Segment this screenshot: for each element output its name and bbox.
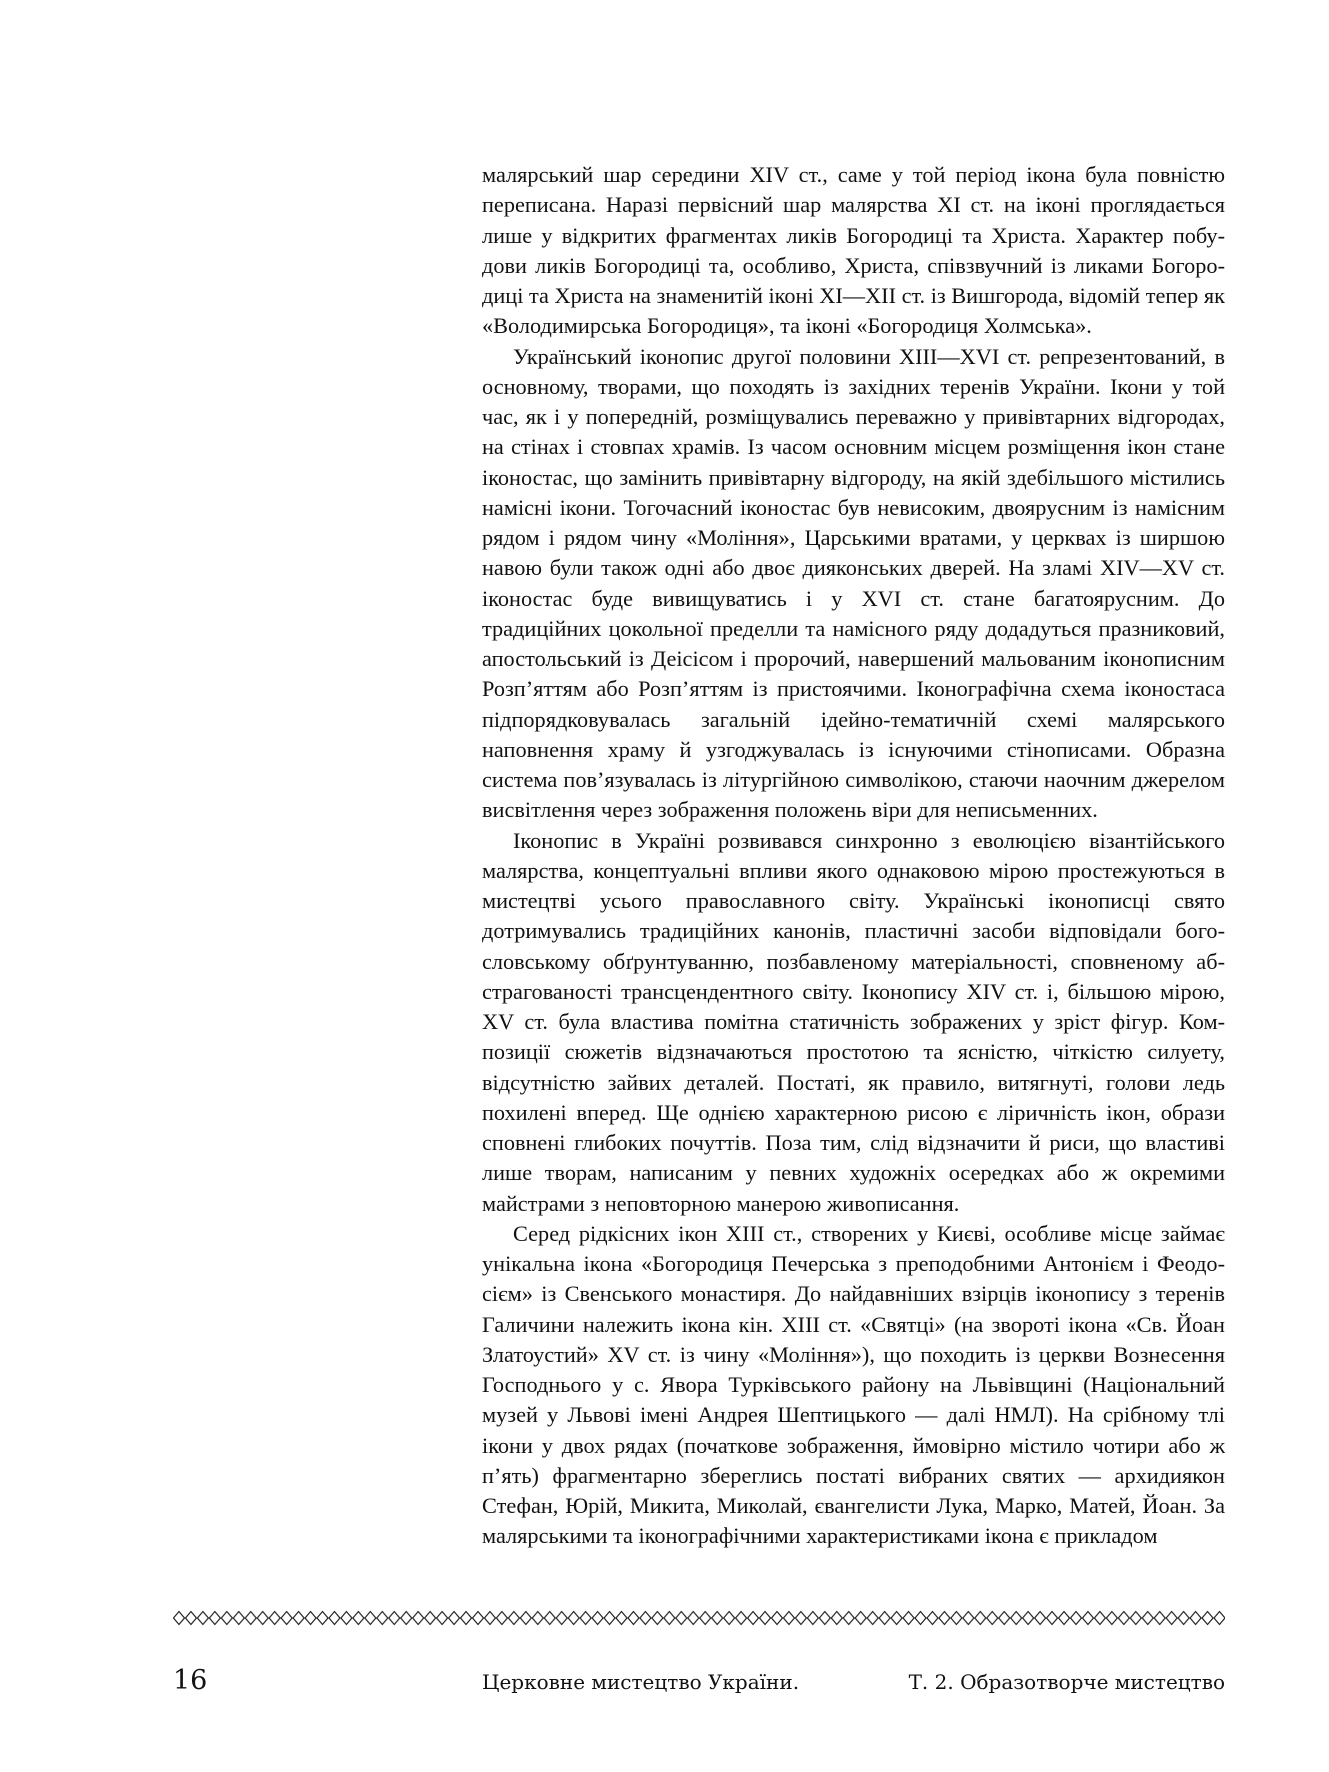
paragraph: малярський шар середини XIV ст., саме у той період ікона була повністю переписана. Наразі первісний шар малярства XI ст. на іконі проглядається лише у відкритих фрагментах ликів Богородиці та Христа. Характер побудови ликів Богородиці та, особливо, Христа, співзвучний із ликами Богородиці та Христа на знаменитій іконі XI—XII ст. із Вишгорода, відомій тепер як «Володимирська Богородиця», та іконі «Богородиця Холмська». — [482, 162, 1225, 339]
paragraph: Серед рідкісних ікон XIII ст., створених у Києві, особливе місце займає унікальна ікона «Богородиця Печерська з преподобними Антонієм і Феодосієм» із Свенського монастиря. До найдавніших взірців іконопису з теренів Галичини належить ікона кін. XIII ст. «Святці» (на звороті ікона «Св. Йоан Златоустий» XV ст. із чину «Моління»), що походить із церкви Вознесення Господнього у с. Явора Турківського району на Львівщині (Національний музей у Львові імені Андрея Шептицького — далі НМЛ). На срібному тлі ікони у двох рядах (початкове зображення, ймовірно містило чотири або ж п’ять) фрагментарно збереглись постаті вибраних святих — архидиякон Стефан, Юрій, Микита, Миколай, євангелисти Лука, Марко, Матей, Йоан. За малярськими та іконографічними характеристиками ікона є прикладом — [482, 1220, 1225, 1549]
series-title: Церковне мистецтво України. — [482, 1670, 800, 1694]
paragraph: Іконопис в Україні розвивався синхронно з еволюцією візантійського малярства, концептуальні впливи якого однаковою мірою простежуються в мистецтві усього православного світу. Українські іконописці свято дотримувались традиційних канонів, пластичні засоби відповідали богословському обґрунтуванню, позбавленому матеріальності, сповненому абстрагованості трансцендентного світу. Іконопису XIV ст. і, більшою мірою, XV ст. була властива помітна статичність зображених у зріст фігур. Композиції сюжетів відзначаються простотою та ясністю, чіткістю силуету, відсутністю зайвих деталей. Постаті, як правило, витягнуті, голови ледь похилені вперед. Ще однією характерною рисою є ліричність ікон, образи сповнені глибоких почуттів. Поза тим, слід відзначити й риси, що властиві лише творам, написаним у певних художніх осередках або ж окремими майстрами з неповторною манерою живописання. — [482, 827, 1225, 1216]
paragraph: Український іконопис другої половини XIII—XVI ст. репрезентований, в основному, творами, що походять із західних теренів України. Ікони у той час, як і у попередній, розміщувались переважно у привівтарних відгородах, на стінах і стовпах храмів. Із часом основним місцем розміщення ікон стане іконостас, що замінить привівтарну відгороду, на якій здебільшого містились намісні ікони. Тогочасний іконостас був невисоким, двоярусним із намісним рядом і рядом чину «Моління», Царськими вратами, у церквах із ширшою навою були також одні або двоє дияконських дверей. На зламі XIV—XV ст. іконостас буде вивищуватись і у XVI ст. стане багатоярусним. До традиційних цокольної пределли та намісного ряду додадуться празниковий, апостольський із Деісісом і пророчий, навершений мальованим іконописним Розп’яттям або Розп’яттям із пристоячими. Іконографічна схема іконостаса підпорядковувалась загальній ідейно-тематичній схемі малярського наповнення храму й узгоджувалась із існуючими стінописами. Образна система пов’язувалась із літургійною символікою, стаючи наочним джерелом висвітлення через зображення положень віри для неписьменних. — [482, 343, 1225, 823]
page-number: 16 — [173, 1665, 208, 1696]
volume-title: Т. 2. Образотворче мистецтво — [908, 1670, 1225, 1694]
diamond-border-ornament — [173, 1610, 1225, 1626]
body-text — [482, 160, 1225, 1552]
